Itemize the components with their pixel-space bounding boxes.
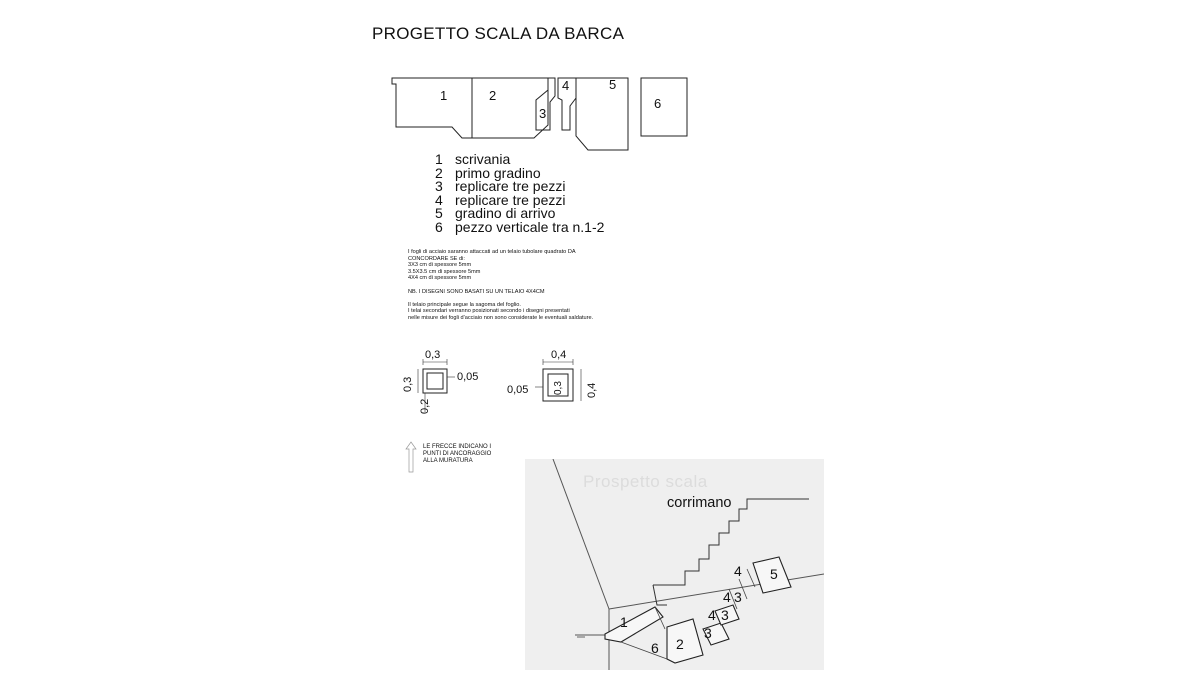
handrail-label: corrimano — [667, 495, 732, 511]
anchor-note-line: LE FRECCE INDICANO I — [423, 444, 492, 450]
legend-text: scrivania — [455, 151, 511, 167]
piece-label-5: 5 — [609, 77, 617, 92]
step-1-shape — [605, 607, 663, 642]
anchor-legend-note — [423, 444, 491, 466]
note-line: 3X3 cm di spessore 5mm — [408, 262, 472, 269]
anchor-note-line: ALLA MURATURA — [423, 458, 473, 465]
pieces-plan-drawing — [388, 70, 698, 154]
large-inner-label: 0,3 — [553, 381, 564, 395]
legend-number: 5 — [435, 205, 443, 222]
piece-label-1: 1 — [440, 88, 448, 103]
legend-text: gradino di arrivo — [455, 205, 556, 222]
anchor-arrow-icon — [404, 440, 418, 474]
small-tube-inner — [427, 373, 443, 389]
step-2-shape — [667, 619, 703, 663]
step-label-3c: 3 — [734, 589, 742, 605]
legend-number: 3 — [435, 178, 443, 195]
note-line: I telai secondari verranno posizionati secondo i disegni presentati — [408, 308, 570, 315]
legend-text: pezzo verticale tra n.1-2 — [455, 218, 605, 235]
note-line: Il telaio principale segue la sagoma del foglio. — [408, 301, 521, 308]
legend-number: 4 — [435, 191, 443, 208]
large-height-label: 0,4 — [586, 382, 598, 398]
staircase-elevation-photo — [525, 459, 824, 670]
legend-text: primo gradino — [455, 164, 541, 181]
small-thickness-label: 0,05 — [457, 371, 479, 383]
step-label-6: 6 — [651, 640, 659, 656]
piece-5-outline — [576, 78, 628, 150]
note-line: I fogli di acciaio saranno attaccati ad un telaio tubolare quadrato DA — [408, 249, 576, 255]
page-title: PROGETTO SCALA DA BARCA — [372, 24, 625, 43]
step-label-3b: 3 — [721, 607, 729, 623]
small-width-label: 0,3 — [425, 349, 441, 361]
legend-number: 2 — [435, 164, 443, 181]
large-width-label: 0,4 — [551, 349, 567, 361]
step-label-4a: 4 — [708, 607, 716, 623]
note-line: 4X4 cm di spessore 5mm — [408, 275, 472, 282]
step-label-4c: 4 — [734, 563, 742, 579]
elevation-title: Prospetto scala — [583, 472, 708, 491]
piece-label-3: 3 — [539, 106, 547, 121]
piece-label-6: 6 — [654, 96, 662, 111]
step-label-3a: 3 — [704, 625, 712, 641]
pieces-legend — [435, 153, 604, 235]
legend-text: replicare tre pezzi — [455, 178, 566, 195]
legend-item — [435, 218, 605, 235]
step-label-5: 5 — [770, 566, 778, 582]
note-line: NB. I DISEGNI SONO BASATI SU UN TELAIO 4X4CM — [408, 288, 545, 295]
note-line: nelle misure dei fogli d'acciaio non sono considerate le eventuali saldature. — [408, 314, 594, 321]
small-bottom-label: 0,2 — [419, 398, 431, 414]
note-line: 3.5X3.5 cm di spessore 5mm — [408, 268, 481, 275]
piece-label-4: 4 — [562, 78, 570, 93]
tube-sections-drawing — [395, 342, 610, 422]
piece-label-2: 2 — [489, 88, 497, 103]
step-label-2: 2 — [676, 636, 684, 652]
step-label-1: 1 — [620, 614, 628, 630]
anchor-note-line: PUNTI DI ANCORAGGIO — [423, 451, 492, 458]
large-thickness-label: 0,05 — [507, 384, 529, 396]
piece-2-outline — [472, 78, 548, 138]
step-label-4b: 4 — [723, 589, 731, 605]
construction-notes — [408, 249, 593, 322]
legend-number: 1 — [435, 151, 443, 167]
piece-6-outline — [641, 78, 687, 136]
piece-3-outline — [536, 78, 555, 130]
piece-1-outline — [392, 78, 472, 138]
small-height-label: 0,3 — [402, 376, 414, 392]
legend-number: 6 — [435, 218, 443, 235]
legend-text: replicare tre pezzi — [455, 191, 566, 208]
note-line: CONCORDARE SE di: — [408, 255, 465, 262]
